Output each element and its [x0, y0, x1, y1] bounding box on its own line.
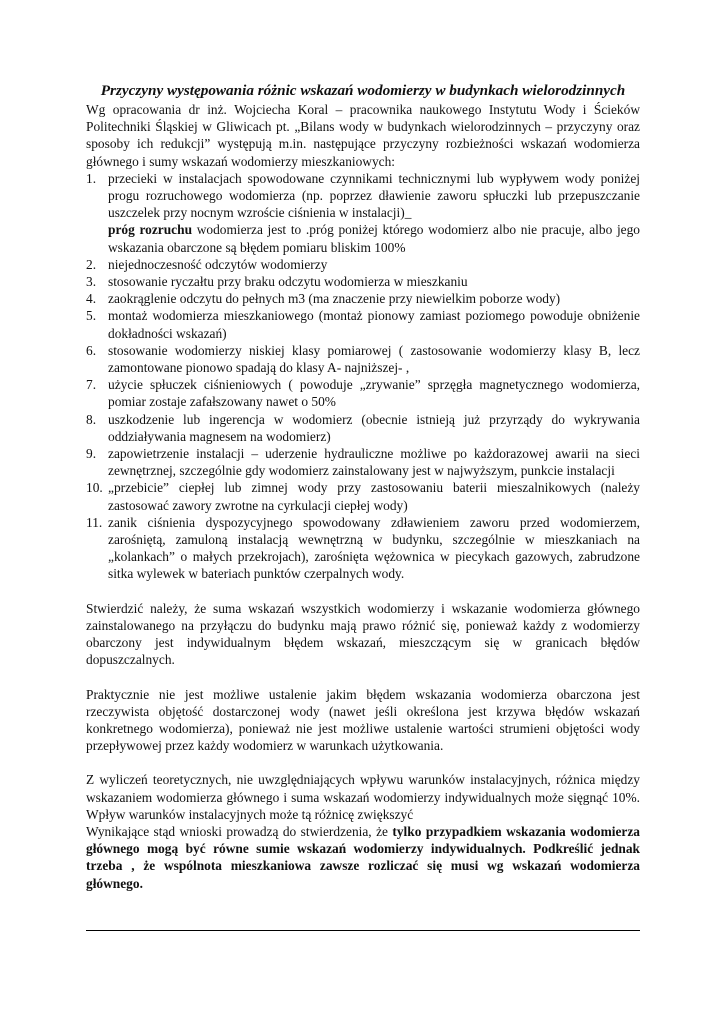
- list-item: [86, 170, 640, 256]
- list-item-number: 11.: [86, 514, 103, 530]
- list-item-number: 5.: [86, 308, 97, 324]
- list-item-number: 9.: [86, 446, 97, 462]
- list-item-number: 1.: [86, 170, 97, 186]
- conclusion-paragraph-3: Z wyliczeń teoretycznych, nie uwzględniających wpływu warunków instalacyjnych, różnica między wskazaniem wodomierza głównego i suma wskazań wodomierzy indywidualnych może sięgnąć 10%. Wpływ warunków instalacyjnych może tą różnicę zwiększyć: [86, 772, 640, 822]
- list-item-number: 2.: [86, 256, 97, 272]
- intro-paragraph: Wg opracowania dr inż. Wojciecha Koral – pracownika naukowego Instytutu Wody i Ścieków Politechniki Śląskiej w Gliwicach pt. „Bilans wody w budynkach wielorodzinnych – przyczyny oraz sposoby ich redukcji” występują m.in. następujące przyczyny rozbieżności wskazań wodomierza głównego i sumy wskazań wodomierzy mieszkaniowych:: [86, 102, 640, 169]
- conclusion-lead-text: Wynikające stąd wnioski prowadzą do stwierdzenia, że: [86, 823, 393, 839]
- list-item: [86, 290, 640, 307]
- list-item: [86, 273, 640, 290]
- list-item: [86, 256, 640, 273]
- list-item-number: 8.: [86, 411, 97, 427]
- list-item-text: „przebicie” ciepłej lub zimnej wody przy zastosowaniu baterii mieszalnikowych (należy zastosować zawory zwrotne na cyrkulacji ciepłej wody): [108, 480, 640, 513]
- list-item: [86, 342, 640, 376]
- list-item-number: 3.: [86, 274, 97, 290]
- paragraph-spacer: [86, 669, 640, 686]
- list-item: [86, 376, 640, 410]
- list-item-number: 10.: [86, 480, 103, 496]
- list-item-number: 6.: [86, 342, 97, 358]
- list-item: [86, 307, 640, 341]
- list-item-text: użycie spłuczek ciśnieniowych ( powoduje „zrywanie” sprzęgła magnetycznego wodomierza, pomiar zostaje zafałszowany nawet o 50%: [108, 377, 640, 410]
- list-item: [86, 411, 640, 445]
- list-item-number: 7.: [86, 377, 97, 393]
- causes-list: [86, 170, 640, 583]
- list-item-text: stosowanie wodomierzy niskiej klasy pomiarowej ( zastosowanie wodomierzy klasy B, lecz zamontowane pionowo spadają do klasy A- najniższej- ,: [108, 342, 640, 376]
- list-item-text: przecieki w instalacjach spowodowane czynnikami technicznymi lub wypływem wody poniżej progu rozruchowego wodomierza (np. poprzez dławienie zaworu spłuczki lub przepuszczanie uszczelek przy nocnym wzroście ciśnienia w instalacji)_: [108, 170, 640, 221]
- list-item: [86, 445, 640, 479]
- paragraph-spacer: [86, 754, 640, 771]
- conclusion-paragraph-4: [86, 823, 640, 892]
- paragraph-spacer: [86, 583, 640, 600]
- document-title: Przyczyny występowania różnic wskazań wodomierzy w budynkach wielorodzinnych: [100, 82, 626, 99]
- list-item-number: 4.: [86, 291, 97, 307]
- list-item-text: zapowietrzenie instalacji – uderzenie hydrauliczne możliwe po każdorazowej awarii na sieci zewnętrznej, szczególnie gdy wodomierz zainstalowany jest w najwyższym, punkcie instalacji: [108, 446, 640, 479]
- list-item-text: montaż wodomierza mieszkaniowego (montaż pionowy zamiast poziomego powoduje obniżenie dokładności wskazań): [108, 308, 640, 341]
- list-item-text: niejednoczesność odczytów wodomierzy: [108, 256, 328, 272]
- list-item-text: zanik ciśnienia dyspozycyjnego spowodowany zdławieniem zaworu przed wodomierzem, zarośniętą, zamuloną instalacją wewnętrzną w budynku, szczególnie w mieszkaniach na „kolankach” o małych przekrojach), zarośnięta wężownica w piecykach gazowych, zabrudzone sitka wylewek w bateriach punktów czerpalnych wody.: [108, 514, 640, 582]
- list-item: [86, 479, 640, 513]
- list-item-text: uszkodzenie lub ingerencja w wodomierz (obecnie istnieją już przyrządy do wykrywania oddziaływania magnesem na wodomierz): [108, 411, 640, 444]
- list-item: [86, 514, 640, 583]
- conclusion-paragraph-2: Praktycznie nie jest możliwe ustalenie jakim błędem wskazania wodomierza obarczona jest rzeczywista objętość dostarczonej wody (nawet jeśli określona jest krzywa błędów wskazań konkretnego wodomierza), ponieważ nie jest możliwe ustalenie wartości strumieni objętości wody przepływowej przez każdy wodomierz w warunkach użytkowania.: [86, 686, 640, 754]
- conclusion-paragraph-1: Stwierdzić należy, że suma wskazań wszystkich wodomierzy i wskazanie wodomierza głównego zainstalowanego na przyłączu do budynku mają prawo różnić się, ponieważ każdy z wodomierzy obarczony jest indywidualnym błędem wskazań, mieszczącym się w granicach błędów dopuszczalnych.: [86, 600, 640, 668]
- list-item-text: zaokrąglenie odczytu do pełnych m3 (ma znaczenie przy niewielkim poborze wody): [108, 291, 561, 307]
- document-page: [86, 82, 640, 892]
- subnote-term: próg rozruchu: [108, 222, 193, 238]
- list-item-text: stosowanie ryczałtu przy braku odczytu wodomierza w mieszkaniu: [108, 274, 468, 290]
- conclusion-bold-text: tylko przypadkiem wskazania wodomierza głównego mogą być równe sumie wskazań wodomierzy indywidualnych. Podkreślić jednak trzeba , że wspólnota mieszkaniowa zawsze rozliczać się musi wg wskazań wodomierza głównego.: [86, 823, 640, 891]
- list-item-subnote: [108, 221, 640, 255]
- footer-rule: [86, 930, 640, 931]
- subnote-definition: wodomierza jest to .próg poniżej którego wodomierz albo nie pracuje, albo jego wskazania obarczone są błędem pomiaru bliskim 100%: [108, 222, 640, 255]
